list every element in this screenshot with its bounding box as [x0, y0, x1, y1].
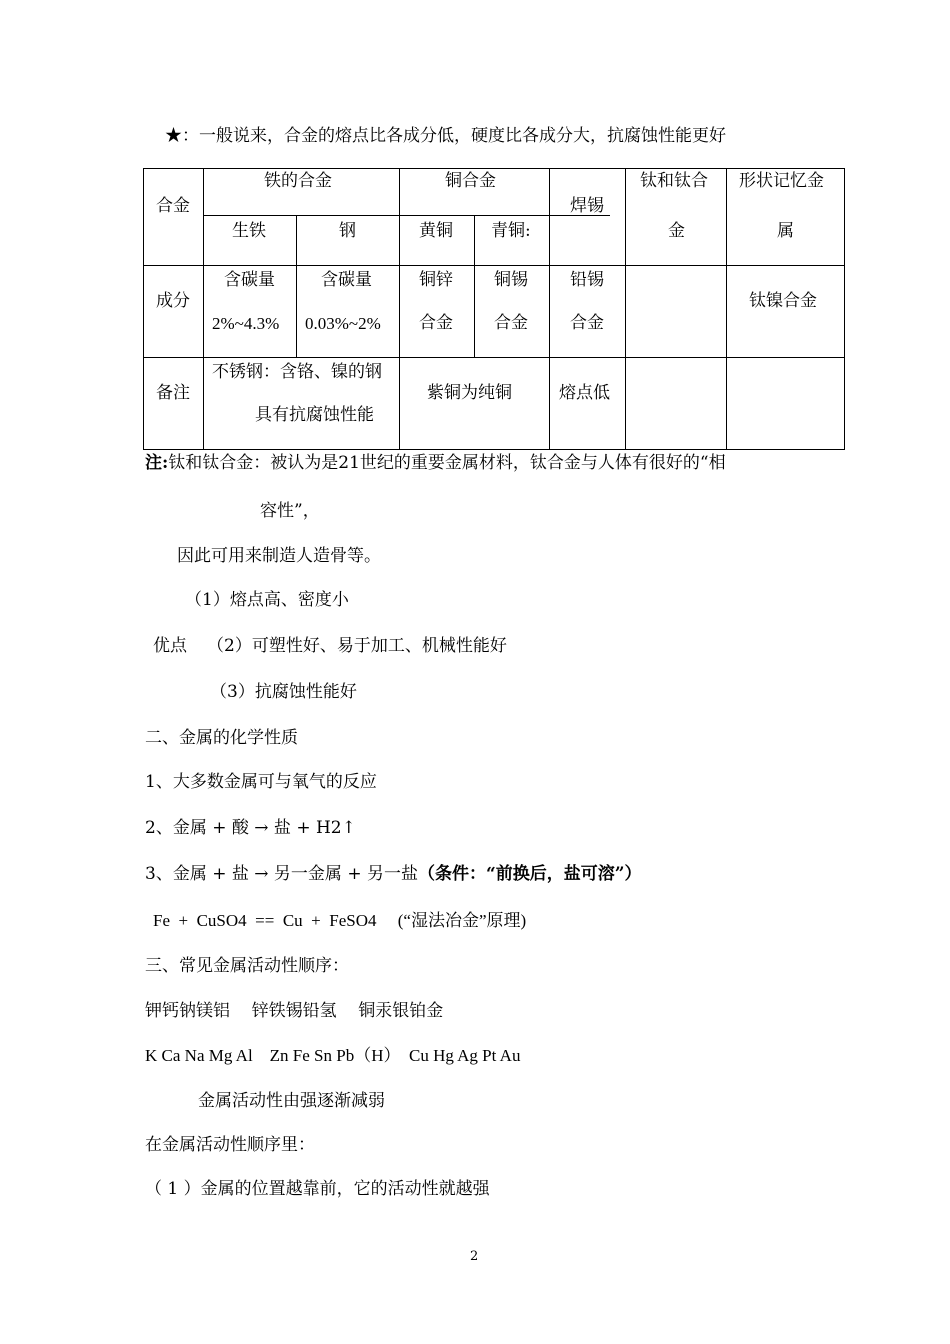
section-2-item-3-condition: （条件：“前换后，盐可溶”）: [417, 864, 642, 884]
comp-steel-line2: 0.03%~2%: [305, 314, 381, 333]
advantage-1: （1）熔点高、密度小: [185, 590, 349, 610]
subheader-bronze: 青铜:: [491, 221, 531, 241]
comp-solder-line2: 合金: [570, 313, 604, 333]
comp-solder-line1: 铅锡: [570, 270, 604, 290]
comp-brass-line1: 铜锌: [419, 270, 453, 290]
header-copper-alloy: 铜合金: [445, 171, 496, 191]
section-3-title: 三、常见金属活动性顺序：: [145, 956, 349, 976]
note-continuation: 容性”，: [260, 501, 320, 521]
section-2-item-3: [145, 866, 642, 883]
note-iron-line1: 不锈钢：含铬、镍的钢: [212, 362, 382, 382]
comp-pig-iron-line1: 含碳量: [224, 270, 275, 290]
advantage-3: （3）抗腐蚀性能好: [210, 682, 357, 702]
note-iron-line2: 具有抗腐蚀性能: [255, 405, 374, 425]
row-label-composition: 成分: [156, 291, 190, 311]
header-titanium-line2: 金: [668, 221, 685, 241]
subheader-steel: 钢: [339, 221, 356, 241]
note-text: 钛和钛合金：被认为是21世纪的重要金属材料，钛合金与人体有很好的“相: [168, 453, 726, 473]
rule-intro: 在金属活动性顺序里：: [145, 1135, 315, 1155]
comp-shape-memory: 钛镍合金: [749, 291, 817, 311]
header-titanium-line1: 钛和钛合: [640, 171, 708, 191]
advantage-2: （2）可塑性好、易于加工、机械性能好: [207, 636, 507, 656]
header-solder: 焊锡: [570, 196, 604, 216]
page-number: 2: [470, 1249, 479, 1264]
header-iron-alloy: 铁的合金: [264, 171, 332, 191]
reaction-equation: Fe + CuSO4 == Cu + FeSO4 (“湿法冶金”原理): [153, 911, 527, 930]
header-alloy: 合金: [156, 196, 190, 216]
comp-pig-iron-line2: 2%~4.3%: [212, 314, 280, 333]
note-use: 因此可用来制造人造骨等。: [177, 546, 381, 566]
header-shape-memory-line2: 属: [777, 221, 794, 241]
rule-1: （ 1 ）金属的位置越靠前，它的活动性就越强: [145, 1179, 490, 1199]
activity-order-chinese: 钾钙钠镁铝 锌铁锡铅氢 铜汞银铂金: [145, 1001, 444, 1021]
section-2-item-3-text: 3、金属 + 盐 → 另一金属 + 另一盐: [145, 864, 418, 884]
alloy-table: [143, 168, 845, 450]
activity-order-description: 金属活动性由强逐渐减弱: [198, 1091, 385, 1111]
subheader-brass: 黄铜: [419, 221, 453, 241]
comp-bronze-line2: 合金: [494, 313, 528, 333]
note-solder: 熔点低: [559, 383, 610, 403]
activity-order-symbols: K Ca Na Mg Al Zn Fe Sn Pb（H） Cu Hg Ag Pt Au: [145, 1046, 521, 1065]
comp-brass-line2: 合金: [419, 313, 453, 333]
section-2-item-2: 2、金属 + 酸 → 盐 + H2↑: [145, 818, 356, 838]
row-label-note: 备注: [156, 383, 190, 403]
header-shape-memory-line1: 形状记忆金: [739, 171, 824, 191]
intro-text: ★：一般说来，合金的熔点比各成分低，硬度比各成分大，抗腐蚀性能更好: [165, 126, 726, 146]
section-2-item-1: 1、大多数金属可与氧气的反应: [145, 772, 377, 792]
advantage-label: 优点: [153, 636, 187, 656]
comp-steel-line1: 含碳量: [321, 270, 372, 290]
subheader-pig-iron: 生铁: [232, 221, 266, 241]
note-paragraph: [145, 455, 726, 472]
note-copper: 紫铜为纯铜: [427, 383, 512, 403]
comp-bronze-line1: 铜锡: [494, 270, 528, 290]
section-2-title: 二、金属的化学性质: [145, 728, 298, 748]
note-label: 注:: [145, 453, 169, 473]
